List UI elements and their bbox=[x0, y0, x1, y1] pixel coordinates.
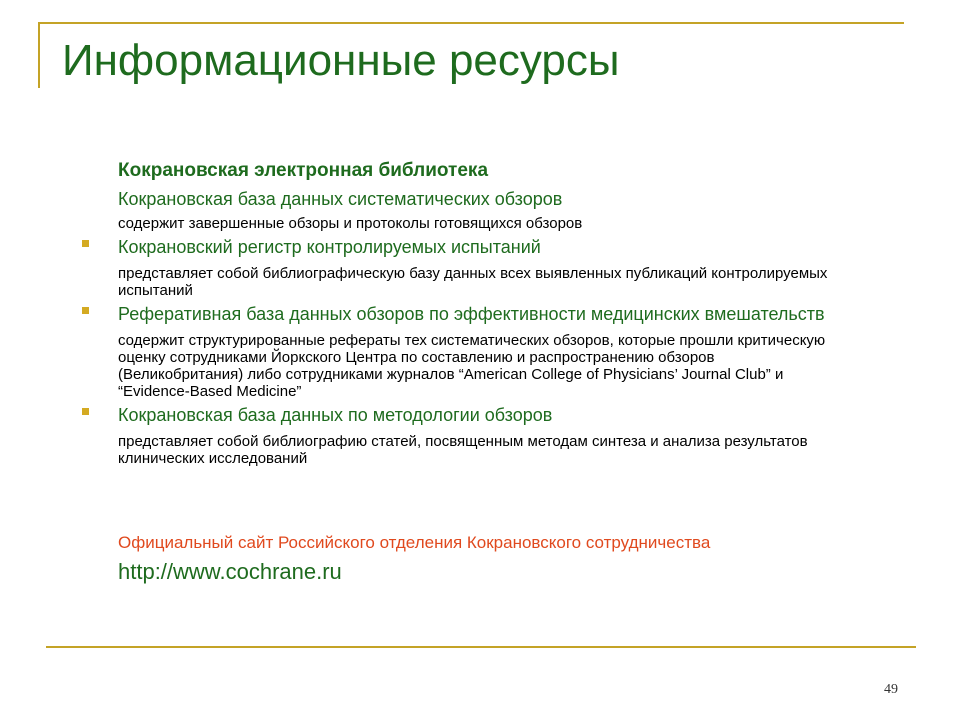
content-block bbox=[82, 158, 842, 467]
resource-title: Кокрановская база данных по методологии обзоров bbox=[118, 405, 553, 425]
resource-item-abstracts-db bbox=[82, 303, 842, 400]
resource-description: представляет собой библиографию статей, посвященным методам синтеза и анализа результатов клинических исследований bbox=[118, 433, 808, 467]
resource-item-reviews-db bbox=[82, 188, 842, 232]
resource-title: Кокрановский регистр контролируемых испытаний bbox=[118, 237, 541, 257]
square-bullet-icon bbox=[82, 307, 89, 314]
top-rule bbox=[38, 22, 904, 24]
square-bullet-icon bbox=[82, 408, 89, 415]
resource-description: представляет собой библиографическую базу данных всех выявленных публикаций контролируемых испытаний bbox=[118, 265, 828, 299]
resource-title: Реферативная база данных обзоров по эффективности медицинских вмешательств bbox=[118, 304, 825, 324]
resource-title: Кокрановская база данных систематических обзоров bbox=[118, 189, 563, 209]
section-heading: Кокрановская электронная библиотека bbox=[118, 160, 489, 181]
page-number: 49 bbox=[884, 682, 898, 697]
resource-item-methodology-db bbox=[82, 404, 842, 467]
resource-item-trials-registry bbox=[82, 236, 842, 299]
square-bullet-icon bbox=[82, 240, 89, 247]
left-rule bbox=[38, 22, 40, 88]
bottom-rule bbox=[46, 646, 916, 648]
resource-description: содержит структурированные рефераты тех систематических обзоров, которые прошли критическую оценку сотрудниками Йоркского Центра по составлению и распространению обзоров (Великобритания) либо сотрудниками журналов “American College of Physicians’ Journal Club” и “Evidence-Based Medicine” bbox=[118, 332, 826, 400]
resource-description: содержит завершенные обзоры и протоколы готовящихся обзоров bbox=[118, 215, 583, 232]
official-site-caption: Официальный сайт Российского отделения Кокрановского сотрудничества bbox=[118, 533, 711, 552]
slide-title: Информационные ресурсы bbox=[62, 36, 620, 85]
website-link[interactable]: http://www.cochrane.ru bbox=[118, 559, 342, 584]
